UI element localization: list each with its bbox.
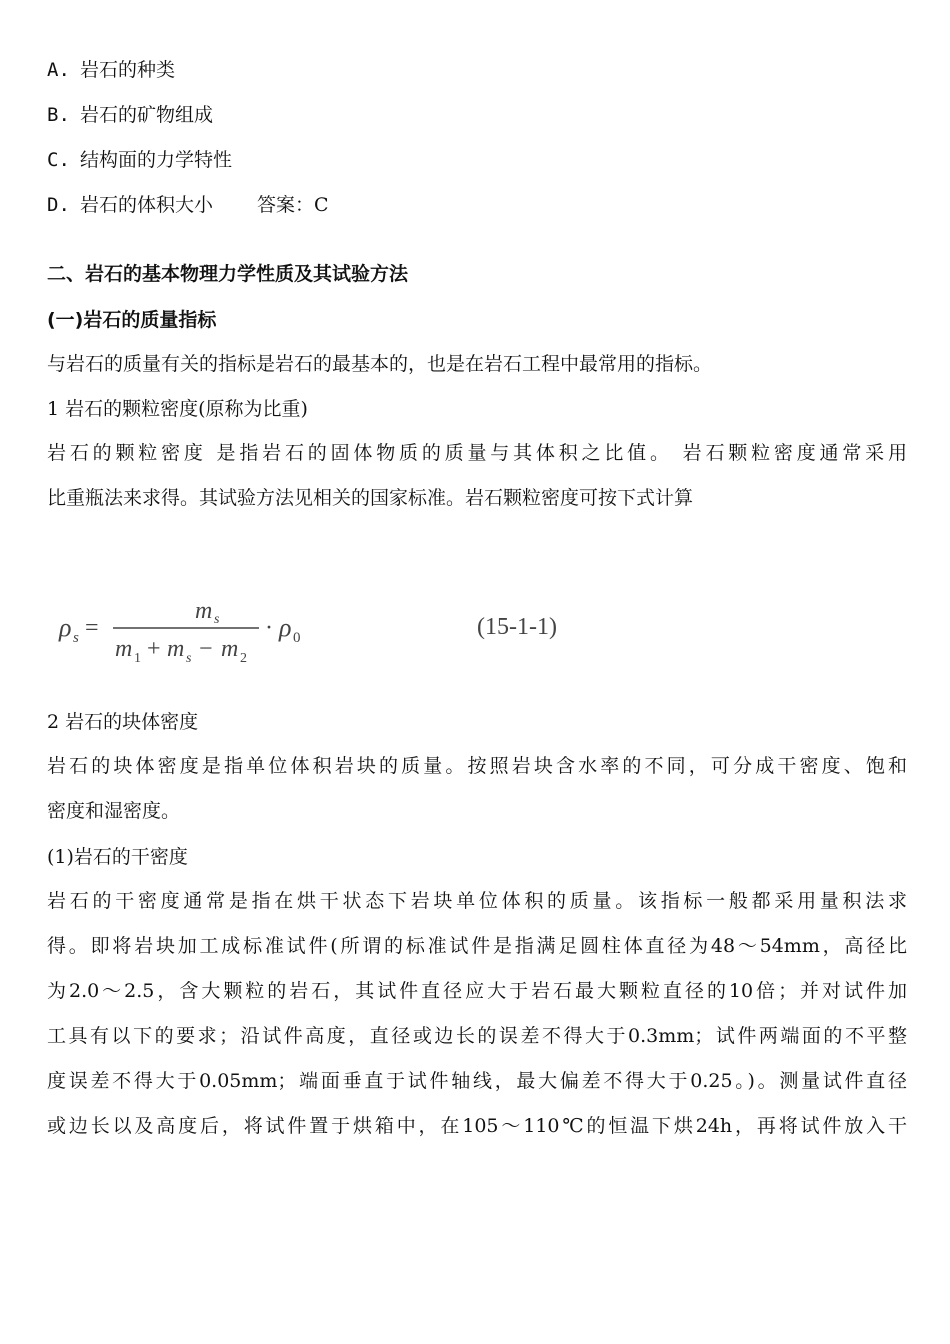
option-c bbox=[47, 148, 232, 172]
item-title: (1)岩石的干密度 bbox=[47, 846, 188, 868]
formula-num-sub: s bbox=[214, 612, 220, 627]
formula-dot: · bbox=[265, 615, 273, 641]
paragraph-line: 工具有以下的要求；沿试件高度，直径或边长的误差不得大于0.3mm；试件两端面的不平整 bbox=[47, 1025, 907, 1047]
paragraph-line: 为2.0～2.5，含大颗粒的岩石，其试件直径应大于岩石最大颗粒直径的10倍；并对试件加 bbox=[47, 980, 907, 1002]
option-letter: D. bbox=[47, 194, 70, 216]
paragraph-line: 度误差不得大于0.05mm；端面垂直于试件轴线，最大偏差不得大于0.25。)。测量试件直径 bbox=[47, 1070, 907, 1092]
formula-den-minus: − bbox=[199, 636, 213, 662]
option-d bbox=[47, 193, 329, 217]
paragraph-line: 比重瓶法来求得。其试验方法见相关的国家标准。岩石颗粒密度可按下式计算 bbox=[47, 487, 694, 509]
item-title: 1 岩石的颗粒密度(原称为比重) bbox=[47, 398, 308, 420]
item-title: 2 岩石的块体密度 bbox=[47, 711, 199, 733]
formula-rho-sub: s bbox=[73, 630, 79, 646]
subsection-heading: (一)岩石的质量指标 bbox=[47, 309, 217, 331]
formula-den-plus: + bbox=[147, 636, 161, 662]
formula-den-m1: m bbox=[115, 636, 133, 662]
formula-rho0-sub: 0 bbox=[293, 630, 301, 646]
formula-den-ms-sub: s bbox=[186, 651, 192, 666]
intro-paragraph: 与岩石的质量有关的指标是岩石的最基本的，也是在岩石工程中最常用的指标。 bbox=[47, 353, 713, 375]
formula-num-m: m bbox=[195, 598, 213, 624]
formula-rho: ρ bbox=[59, 613, 72, 642]
option-b bbox=[47, 103, 213, 127]
paragraph-line: 得。即将岩块加工成标准试件(所谓的标准试件是指满足圆柱体直径为48～54mm，高径比 bbox=[47, 935, 907, 957]
option-letter: C. bbox=[47, 149, 70, 171]
answer-text: 答案：C bbox=[257, 194, 329, 216]
formula-equals: = bbox=[85, 615, 99, 641]
formula-den-m1-sub: 1 bbox=[134, 651, 141, 666]
option-text: 岩石的矿物组成 bbox=[80, 104, 214, 126]
paragraph-line: 岩石的干密度通常是指在烘干状态下岩块单位体积的质量。该指标一般都采用量积法求 bbox=[47, 890, 907, 912]
paragraph-line: 岩石的块体密度是指单位体积岩块的质量。按照岩块含水率的不同，可分成干密度、饱和 bbox=[47, 755, 907, 777]
option-letter: A. bbox=[47, 59, 70, 81]
formula-den-m2-sub: 2 bbox=[240, 651, 247, 666]
paragraph-line: 密度和湿密度。 bbox=[47, 800, 181, 822]
formula-den-ms: m bbox=[167, 636, 185, 662]
formula-rho0: ρ bbox=[279, 613, 292, 642]
formula-den-m2: m bbox=[221, 636, 239, 662]
option-text: 岩石的种类 bbox=[80, 59, 176, 81]
paragraph-line: 岩石的颗粒密度 是指岩石的固体物质的质量与其体积之比值。 岩石颗粒密度通常采用 bbox=[47, 442, 907, 464]
paragraph-line: 或边长以及高度后，将试件置于烘箱中，在105～110℃的恒温下烘24h，再将试件放入干 bbox=[47, 1115, 907, 1137]
formula-15-1-1 bbox=[57, 588, 617, 678]
section-heading: 二、岩石的基本物理力学性质及其试验方法 bbox=[47, 263, 409, 285]
option-a bbox=[47, 58, 175, 82]
formula-number: (15-1-1) bbox=[477, 614, 557, 640]
option-letter: B. bbox=[47, 104, 70, 126]
option-text: 结构面的力学特性 bbox=[80, 149, 233, 171]
option-text: 岩石的体积大小 bbox=[80, 194, 214, 216]
